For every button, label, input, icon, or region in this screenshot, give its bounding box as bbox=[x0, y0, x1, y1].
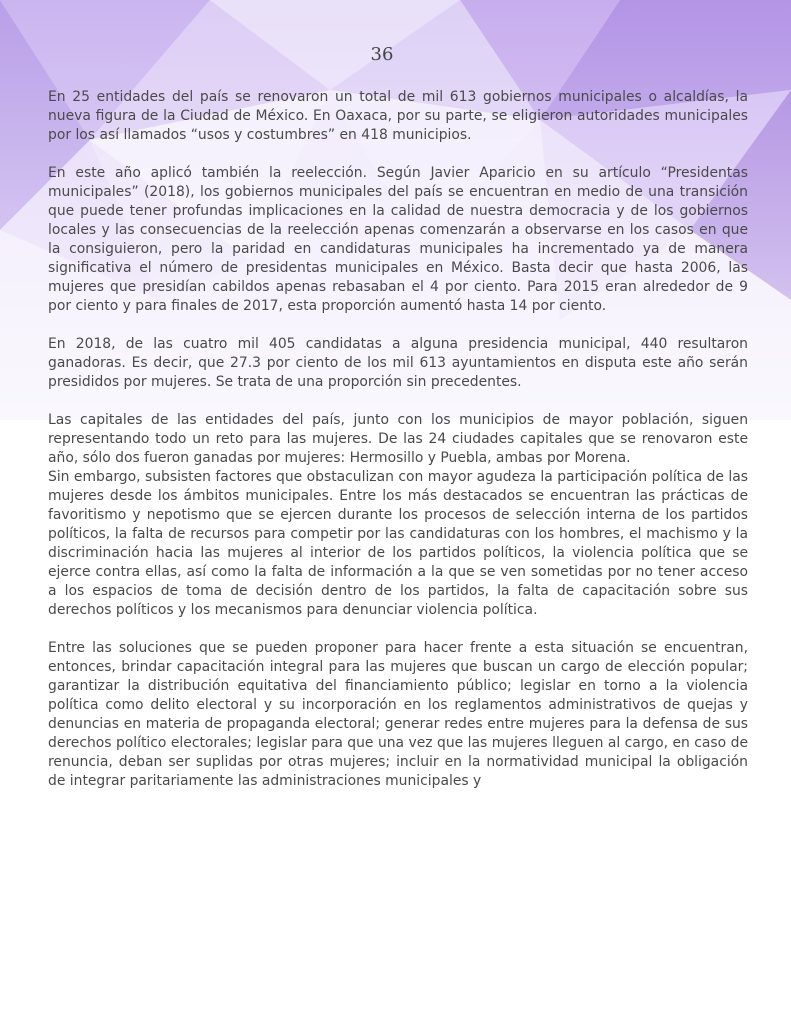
paragraph: En 25 entidades del país se renovaron un total de mil 613 gobiernos municipales o alcaldías, la nueva figura de la Ciudad de México. En Oaxaca, por su parte, se eligieron autoridades municipales por los así llamados “usos y costumbres” en 418 municipios. bbox=[48, 89, 748, 143]
paragraph: En 2018, de las cuatro mil 405 candidatas a alguna presidencia municipal, 440 resultaron ganadoras. Es decir, que 27.3 por ciento de los mil 613 ayuntamientos en disputa este año serán presididos por mujeres. Se trata de una proporción sin precedentes. bbox=[48, 336, 748, 390]
page-number: 36 bbox=[370, 44, 394, 65]
paragraph: Entre las soluciones que se pueden proponer para hacer frente a esta situación se encuentran, entonces, brindar capacitación integral para las mujeres que buscan un cargo de elección popular; garantizar la distribución equitativa del financiamiento público; legislar en torno a la violencia política como delito electoral y su incorporación en los reglamentos administrativos de quejas y denuncias en materia de propaganda electoral; generar redes entre mujeres para la defensa de sus derechos político electorales; legislar para que una vez que las mujeres lleguen al cargo, en caso de renuncia, deban ser suplidas por otras mujeres; incluir en la normatividad municipal la obligación de integrar paritariamente las administraciones municipales y bbox=[48, 640, 748, 789]
body-text bbox=[48, 88, 748, 810]
paragraph: En este año aplicó también la reelección. Según Javier Aparicio en su artículo “Presidentas municipales” (2018), los gobiernos municipales del país se encuentran en medio de una transición que puede tener profundas implicaciones en la calidad de nuestra democracia y de los gobiernos locales y las consecuencias de la reelección apenas comenzarán a observarse en los casos en que la consiguieron, pero la paridad en candidaturas municipales ha incrementado ya de manera significativa el número de presidentas municipales en México. Basta decir que hasta 2006, las mujeres que presidían cabildos apenas rebasaban el 4 por ciento. Para 2015 eran alrededor de 9 por ciento y para finales de 2017, esta proporción aumentó hasta 14 por ciento. bbox=[48, 165, 748, 314]
paragraph: Sin embargo, subsisten factores que obstaculizan con mayor agudeza la participación política de las mujeres desde los ámbitos municipales. Entre los más destacados se encuentran las prácticas de favoritismo y nepotismo que se ejercen durante los procesos de selección interna de los partidos políticos, la falta de recursos para competir por las candidaturas con los hombres, el machismo y la discriminación hacia las mujeres al interior de los partidos políticos, la violencia política que se ejerce contra ellas, así como la falta de información a la que se ven sometidas por no tener acceso a los espacios de toma de decisión dentro de los partidos, la falta de capacitación sobre sus derechos políticos y los mecanismos para denunciar violencia política. bbox=[48, 469, 748, 618]
paragraph: Las capitales de las entidades del país, junto con los municipios de mayor población, siguen representando todo un reto para las mujeres. De las 24 ciudades capitales que se renovaron este año, sólo dos fueron ganadas por mujeres: Hermosillo y Puebla, ambas por Morena. bbox=[48, 412, 748, 466]
